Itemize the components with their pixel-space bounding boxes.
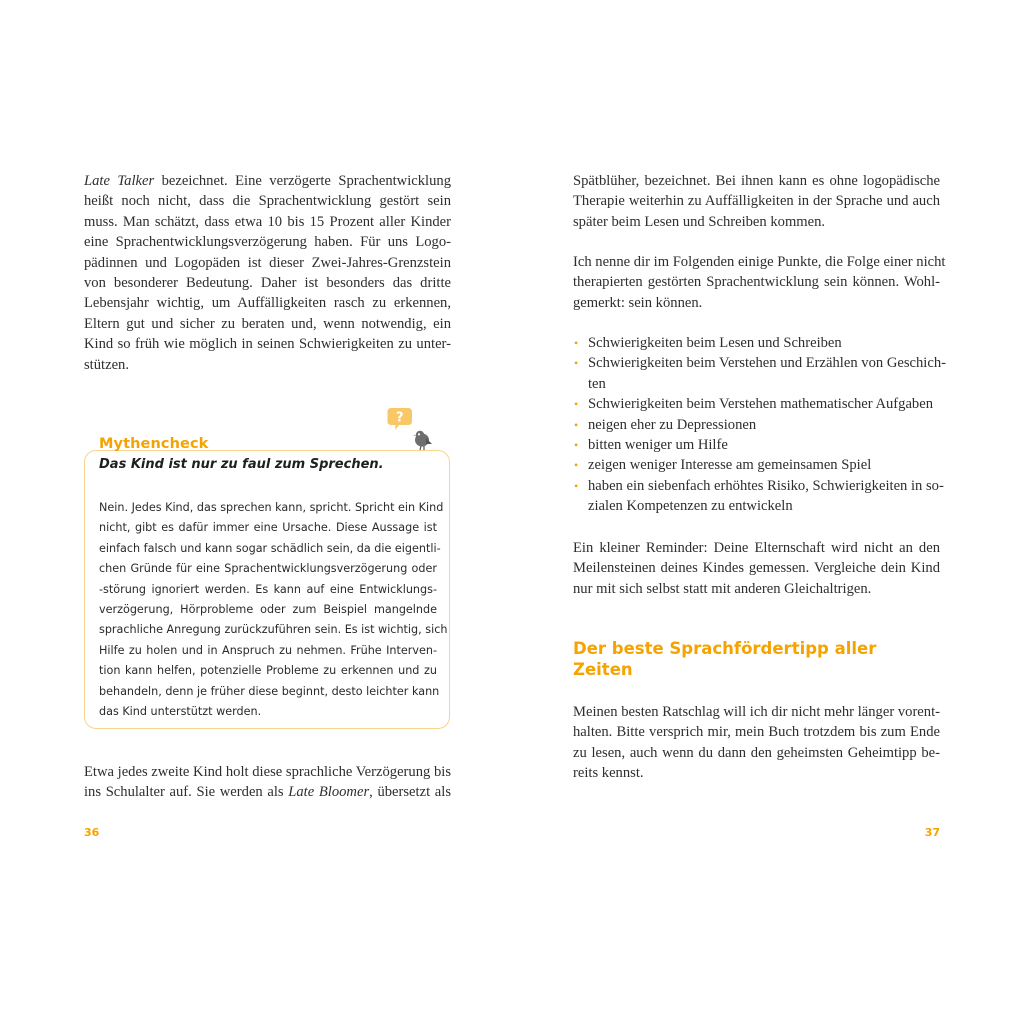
text-line: eine Sprachentwicklungsverzögerung haben. Für uns Logo- xyxy=(84,234,451,251)
section-title xyxy=(573,638,876,680)
mythencheck-subheading: Das Kind ist nur zu faul zum Sprechen. xyxy=(99,457,384,472)
text-line: gemerkt: sein können. xyxy=(573,294,703,311)
text-line: Meinen besten Ratschlag will ich dir nicht mehr länger vorent- xyxy=(573,704,940,720)
right-paragraph-4 xyxy=(573,702,940,784)
right-paragraph-3 xyxy=(573,538,940,599)
text-line: Kind so früh wie möglich in seinen Schwierigkeiten zu unter- xyxy=(84,336,451,353)
list-item: • zeigen weniger Interesse am gemeinsamen Spiel xyxy=(573,455,940,475)
consequences-list xyxy=(573,333,946,517)
term-late-bloomer: Late Bloomer xyxy=(288,784,370,801)
text-line: sprachliche Anregung zurückzuführen sein. Es ist wichtig, sich xyxy=(99,623,448,637)
text-line: pädinnen und Logopäden ist dieser Zwei-Jahres-Grenzstein xyxy=(84,254,451,271)
right-paragraph-1 xyxy=(573,171,940,232)
bullet-dot: • xyxy=(574,438,579,453)
term-late-talker: Late Talker xyxy=(84,173,155,189)
text-line: später beim Lesen und Schreiben kommen. xyxy=(573,213,826,230)
bullet-dot: • xyxy=(574,458,579,473)
text-line: einfach falsch und kann sogar schädlich sein, da die eigentli- xyxy=(99,541,441,555)
list-item: • Schwierigkeiten beim Verstehen und Erzählen von Geschich- ten xyxy=(574,355,946,392)
text-line: zu lesen, auch wenn du dann den geheimsten Geheimtipp be- xyxy=(573,744,940,761)
bullet-dot: • xyxy=(574,336,579,350)
bird-icon xyxy=(412,429,434,456)
list-item: • neigen eher zu Depressionen xyxy=(573,415,940,435)
text-line: Lebensjahr wichtig, um Auffälligkeiten rasch zu erkennen, xyxy=(84,295,451,312)
text-line: behandeln, denn je früher diese beginnt, desto leichter kann xyxy=(99,684,440,698)
text-line: von besonderer Bedeutung. Daher ist besonders das dritte xyxy=(84,275,451,292)
page-number-left: 36 xyxy=(84,826,100,839)
text-line: Ein kleiner Reminder: Deine Elternschaft wird nicht an den xyxy=(573,540,940,556)
section-title-line: Zeiten xyxy=(573,660,633,679)
text-line: Hilfe zu holen und in Anspruch zu nehmen. Frühe Interven- xyxy=(99,643,437,657)
text-line: das Kind unterstützt werden. xyxy=(99,705,262,719)
text-line: reits kennst. xyxy=(573,765,644,782)
bullet-dot: • xyxy=(574,356,579,371)
list-item: • bitten weniger um Hilfe xyxy=(573,435,940,455)
left-paragraph-2 xyxy=(84,762,451,803)
text-line: nur mit sich selbst statt mit anderen Gleichaltrigen. xyxy=(573,580,872,597)
text-line: verzögerung, Hörprobleme oder zum Beispiel mangelnde xyxy=(99,603,437,617)
list-item: • Schwierigkeiten beim Verstehen mathematischer Aufgaben xyxy=(573,394,940,414)
speech-bubble-mark: ? xyxy=(396,410,404,426)
text-line: Ich nenne dir im Folgenden einige Punkte, die Folge einer nicht xyxy=(573,254,946,270)
list-item: • haben ein siebenfach erhöhtes Risiko, Schwierigkeiten in so- zialen Kompetenzen zu entwickeln xyxy=(574,477,944,515)
text-line: nicht, gibt es dafür immer eine Ursache. Diese Aussage ist xyxy=(99,521,437,535)
text-line: chen Gründe für eine Sprachentwicklungsverzögerung oder xyxy=(99,562,437,576)
text-line: heißt noch nicht, dass die Sprachentwicklung gestört sein xyxy=(84,193,451,210)
text-line: halten. Bitte versprich mir, mein Buch trotzdem bis zum Ende xyxy=(573,724,940,741)
list-item: • Schwierigkeiten beim Lesen und Schreiben xyxy=(573,333,940,353)
bullet-dot: • xyxy=(574,417,579,432)
text-line: therapierten gestörten Sprachentwicklung sein können. Wohl- xyxy=(573,274,940,291)
bullet-dot: • xyxy=(574,397,579,412)
page-number-right: 37 xyxy=(924,826,940,839)
text-line: tion kann helfen, potenzielle Probleme zu erkennen und zu xyxy=(99,664,437,678)
text-line: Etwa jedes zweite Kind holt diese sprachliche Verzögerung bis xyxy=(84,764,451,780)
text-line: Therapie weiterhin zu Auffälligkeiten in der Sprache und auch xyxy=(573,193,940,210)
right-paragraph-2 xyxy=(573,252,946,313)
section-title-line: Der beste Sprachfördertipp aller xyxy=(573,639,877,658)
mythencheck-body xyxy=(99,498,448,722)
text-line: Eltern gut und sicher zu beraten und, wenn notwendig, ein xyxy=(84,315,451,332)
left-paragraph-1 xyxy=(84,171,451,375)
text-line: ins Schulalter auf. Sie werden als Late Bloomer, übersetzt als xyxy=(84,784,451,801)
text-line: muss. Man schätzt, dass etwa 10 bis 15 Prozent aller Kinder xyxy=(84,213,451,230)
question-speech-bubble-icon xyxy=(387,407,413,436)
bullet-dot: • xyxy=(574,478,579,493)
text-line: stützen. xyxy=(84,356,129,373)
text-line: Late Talker bezeichnet. Eine verzögerte Sprachentwicklung xyxy=(84,173,451,189)
text-line: Meilensteinen deines Kindes gemessen. Vergleiche dein Kind xyxy=(573,560,940,577)
text-line: Nein. Jedes Kind, das sprechen kann, spricht. Spricht ein Kind xyxy=(99,501,444,514)
text-line: -störung ignoriert werden. Es kann auf eine Entwicklungs- xyxy=(99,582,437,596)
text-line: Spätblüher, bezeichnet. Bei ihnen kann es ohne logopädische xyxy=(573,173,940,189)
mythencheck-heading: Mythencheck xyxy=(99,436,209,452)
